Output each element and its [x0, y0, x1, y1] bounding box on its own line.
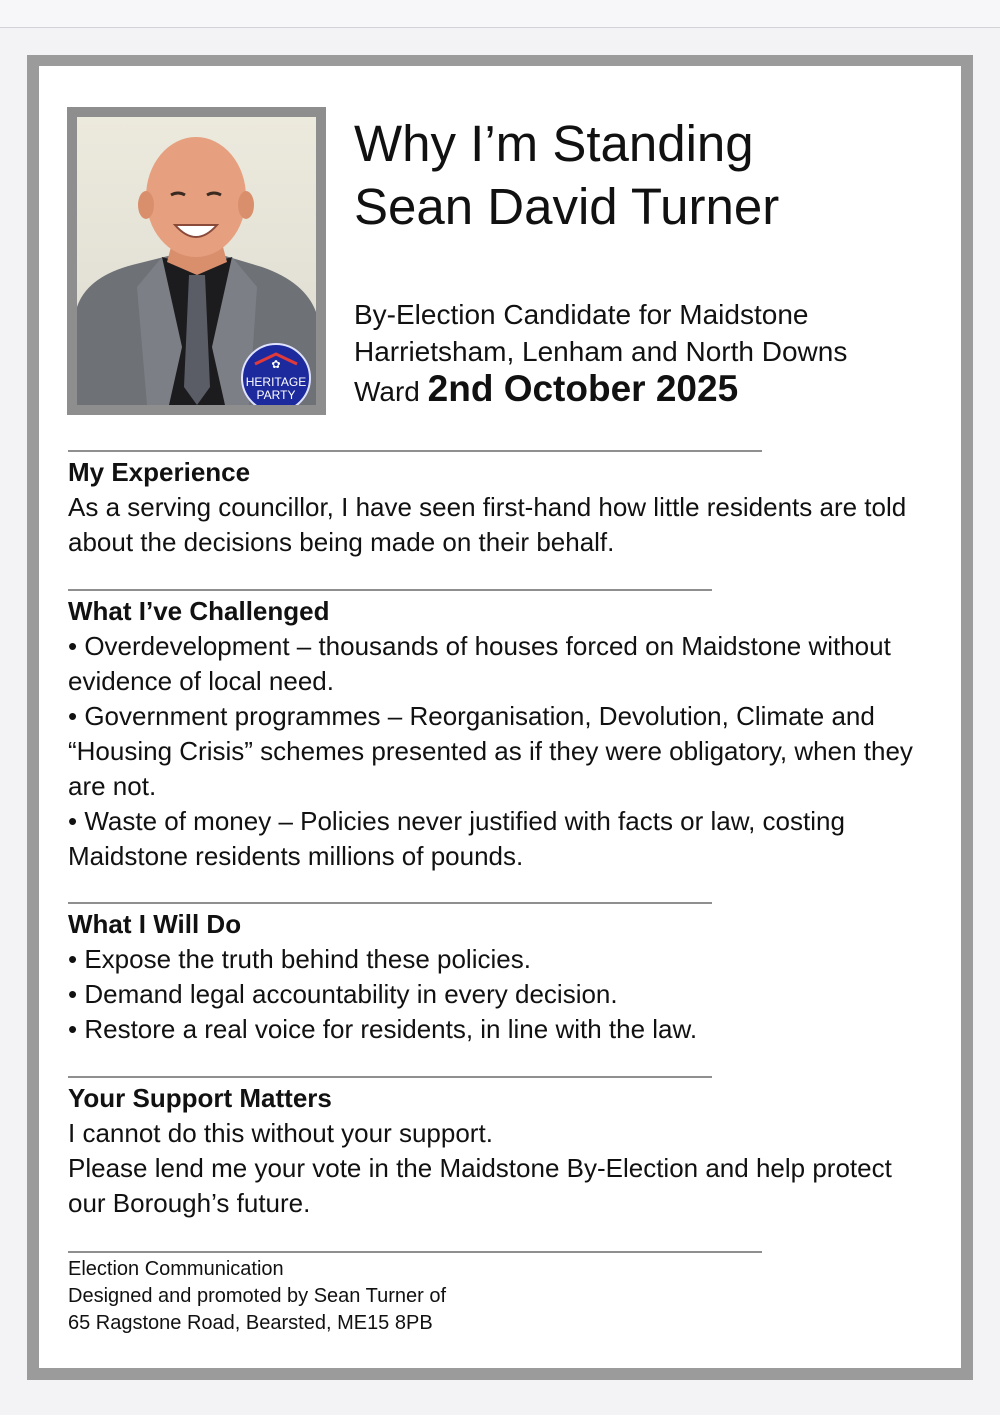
footer-line1: Election Communication — [68, 1258, 284, 1280]
flower-icon: ✿ — [271, 359, 281, 371]
divider — [68, 450, 762, 452]
subtitle-line1: By-Election Candidate for Maidstone — [354, 299, 809, 330]
badge-text-line1: HERITAGE — [245, 375, 307, 389]
experience-heading: My Experience — [68, 457, 251, 487]
subtitle-line2: Harrietsham, Lenham and North Downs — [354, 336, 848, 367]
divider — [68, 1251, 762, 1253]
imprint-footer — [68, 1256, 446, 1337]
candidate-name: Sean David Turner — [354, 178, 780, 235]
support-line1: I cannot do this without your support. — [68, 1118, 493, 1148]
divider — [68, 902, 712, 904]
subtitle-line3 — [354, 370, 847, 410]
challenged-section — [68, 594, 948, 874]
candidacy-subtitle — [354, 296, 847, 410]
will-do-heading: What I Will Do — [68, 909, 242, 939]
support-line2: Please lend me your vote in the Maidstone By-Election and help protect our Borough’s future. — [68, 1153, 892, 1218]
divider — [68, 589, 712, 591]
footer-line3: 65 Ragstone Road, Bearsted, ME15 8PB — [68, 1312, 433, 1334]
experience-section — [68, 455, 948, 560]
heritage-party-badge — [241, 343, 311, 405]
support-heading: Your Support Matters — [68, 1083, 332, 1113]
election-date: 2nd October 2025 — [427, 368, 739, 409]
will-do-item: • Expose the truth behind these policies. — [68, 942, 948, 977]
challenged-item: • Waste of money – Policies never justified with facts or law, costing Maidstone residents millions of pounds. — [68, 804, 948, 874]
viewer-top-bar — [0, 0, 1000, 28]
ward-label: Ward — [354, 376, 420, 407]
candidate-photo-frame — [67, 107, 326, 415]
challenged-heading: What I’ve Challenged — [68, 596, 330, 626]
experience-body: As a serving councillor, I have seen first-hand how little residents are told about the decisions being made on their behalf. — [68, 492, 907, 557]
page-title — [354, 112, 779, 238]
divider — [68, 1076, 712, 1078]
challenged-item: • Overdevelopment – thousands of houses forced on Maidstone without evidence of local need. — [68, 629, 898, 699]
support-section — [68, 1081, 948, 1221]
will-do-item: • Restore a real voice for residents, in line with the law. — [68, 1012, 948, 1047]
title-line1: Why I’m Standing — [354, 115, 754, 172]
candidate-photo — [77, 117, 316, 405]
challenged-item: • Government programmes – Reorganisation, Devolution, Climate and “Housing Crisis” schemes presented as if they were obligatory, when they are not. — [68, 699, 938, 804]
will-do-item: • Demand legal accountability in every decision. — [68, 977, 948, 1012]
footer-line2: Designed and promoted by Sean Turner of — [68, 1285, 447, 1307]
badge-text-line2: PARTY — [256, 388, 296, 402]
will-do-section — [68, 907, 948, 1047]
